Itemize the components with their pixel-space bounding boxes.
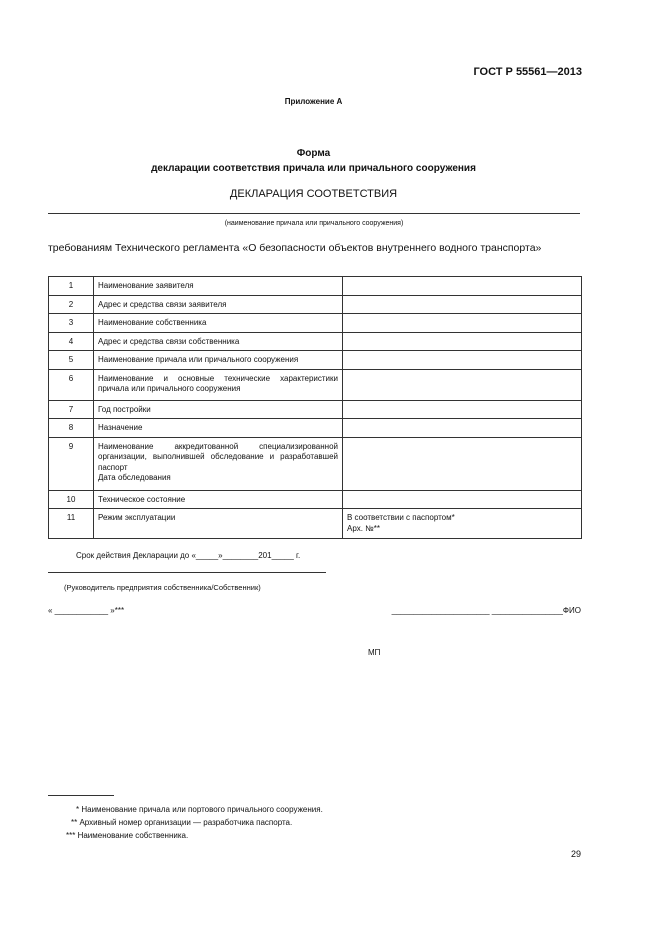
row-label: Техническое состояние — [94, 490, 343, 509]
row-label: Наименование аккредитованной специализированной организации, выполнившей обследование и разработавшей паспорт — [98, 441, 338, 472]
form-title — [0, 146, 627, 176]
row-label: Адрес и средства связи заявителя — [94, 295, 343, 314]
row-number: 9 — [49, 437, 94, 490]
table-row — [49, 277, 582, 296]
row-number: 10 — [49, 490, 94, 509]
table-row — [49, 351, 582, 370]
footnote-2: ** Архивный номер организации — разработчика паспорта. — [71, 818, 293, 827]
row-number: 8 — [49, 419, 94, 438]
row-label: Наименование собственника — [94, 314, 343, 333]
table-row — [49, 314, 582, 333]
row-number: 3 — [49, 314, 94, 333]
page-number: 29 — [570, 849, 581, 859]
row-value[interactable] — [343, 351, 582, 370]
form-title-line-1: Форма — [296, 148, 331, 159]
stamp-place: МП — [368, 648, 381, 657]
table-row — [49, 295, 582, 314]
table-row — [49, 400, 582, 419]
table-row — [49, 419, 582, 438]
fio-signature-line: ______________________ ________________ФИО — [391, 606, 581, 615]
footnote-divider — [48, 795, 114, 796]
row-value[interactable] — [343, 295, 582, 314]
footnote-1: * Наименование причала или портового причального сооружения. — [76, 805, 323, 814]
name-fill-line — [48, 213, 580, 214]
signature-fill-line — [48, 572, 326, 573]
row-value[interactable] — [343, 419, 582, 438]
row-value[interactable] — [343, 277, 582, 296]
row-value[interactable] — [343, 400, 582, 419]
validity-line: Срок действия Декларации до «_____»________201_____ г. — [76, 551, 301, 560]
row-value[interactable] — [343, 437, 582, 490]
requirements-text: требованиям Технического регламента «О безопасности объектов внутреннего водного транспорта» — [48, 242, 542, 254]
row-label: Наименование заявителя — [94, 277, 343, 296]
row-label: Режим эксплуатации — [94, 509, 343, 539]
row-label: Наименование и основные технические характеристики причала или причального сооружения — [94, 369, 343, 400]
row-value[interactable] — [343, 369, 582, 400]
footnote-3: *** Наименование собственника. — [66, 831, 189, 840]
row-label-group — [94, 437, 343, 490]
row-value-group[interactable] — [343, 509, 582, 539]
row-value[interactable] — [343, 332, 582, 351]
row-label: Адрес и средства связи собственника — [94, 332, 343, 351]
row-label: Назначение — [94, 419, 343, 438]
table-row — [49, 437, 582, 490]
row-value-archive: Арх. №** — [347, 523, 380, 533]
row-number: 4 — [49, 332, 94, 351]
name-caption: (наименование причала или причального сооружения) — [224, 220, 404, 227]
appendix-title: Приложение А — [284, 97, 343, 106]
form-title-line-2: декларации соответствия причала или причального сооружения — [151, 163, 476, 174]
row-label: Год постройки — [94, 400, 343, 419]
declaration-table — [48, 276, 582, 539]
row-value[interactable] — [343, 314, 582, 333]
declaration-heading: ДЕКЛАРАЦИЯ СООТВЕТСТВИЯ — [229, 188, 398, 200]
date-line: « ____________ »*** — [48, 606, 125, 615]
row-label: Наименование причала или причального сооружения — [94, 351, 343, 370]
row-value: В соответствии с паспортом* — [347, 513, 455, 522]
row-value[interactable] — [343, 490, 582, 509]
row-number: 1 — [49, 277, 94, 296]
row-number: 6 — [49, 369, 94, 400]
table-row — [49, 490, 582, 509]
row-number: 2 — [49, 295, 94, 314]
row-number: 5 — [49, 351, 94, 370]
standard-number: ГОСТ Р 55561—2013 — [473, 66, 582, 78]
row-number: 11 — [49, 509, 94, 539]
table-row — [49, 369, 582, 400]
head-caption: (Руководитель предприятия собственника/Собственник) — [64, 583, 261, 592]
table-row — [49, 332, 582, 351]
row-number: 7 — [49, 400, 94, 419]
table-row — [49, 509, 582, 539]
row-sublabel: Дата обследования — [98, 473, 171, 482]
